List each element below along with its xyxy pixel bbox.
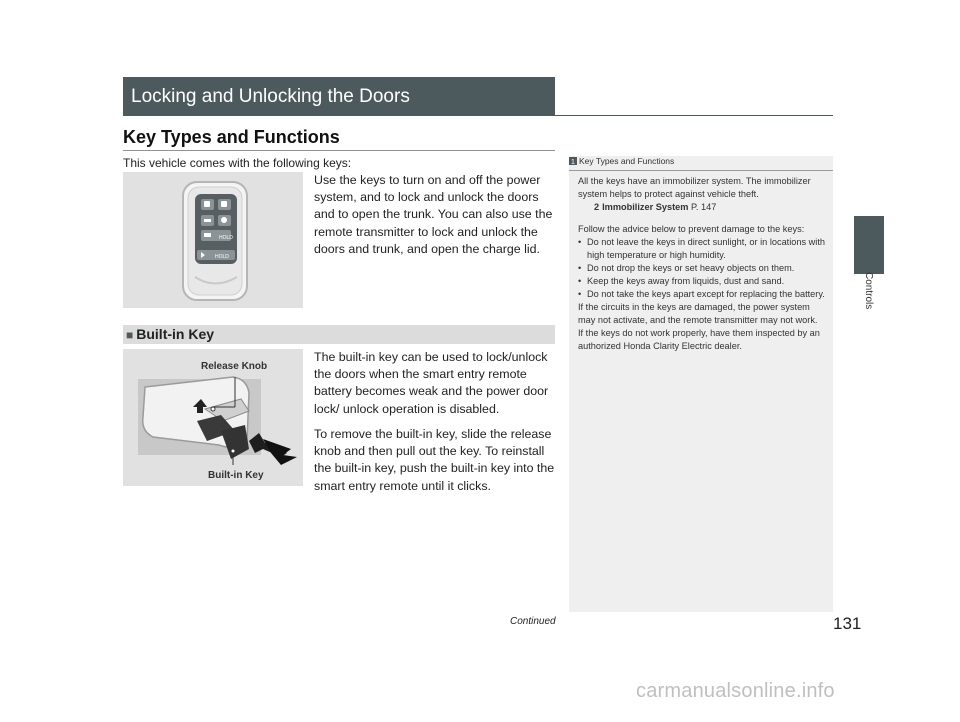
fob-hold-label-1: HOLD [219,235,233,241]
page-heading: Key Types and Functions [123,127,340,147]
chapter-tab-label[interactable]: Controls [863,272,874,310]
builtin-key-para-2: To remove the built-in key, slide the release knob and then pull out the key. To reinstall the built-in key, push the built-in key into the smart entry remote until it clicks. [314,427,555,493]
chapter-tab-label-wrap [862,272,876,342]
side-note-bullet: • Do not leave the keys in direct sunlight, or in locations with high temperature or high humidity. [578,236,828,262]
builtin-key-heading-text: Built-in Key [136,326,215,342]
section-title: Locking and Unlocking the Doors [123,77,555,116]
side-note-p2: Follow the advice below to prevent damage to the keys: [578,224,805,234]
heading-divider [123,150,555,151]
builtin-key-para-1: The built-in key can be used to lock/unlock the doors when the smart entry remote battery becomes weak and the power door lock/ unlock operation is disabled. [314,350,549,416]
builtin-key-illustration [123,349,303,486]
side-note-title: Key Types and Functions [579,156,675,166]
side-note-heading [569,156,674,166]
side-note-p1: All the keys have an immobilizer system. The immobilizer system helps to protect against vehicle theft. [578,176,811,199]
smart-key-icon [123,172,303,308]
page-number: 131 [833,614,862,633]
key-description: Use the keys to turn on and off the power system, and to lock and unlock the doors and to open the trunk. You can also use the remote transmitter to lock and unlock the doors and trunk, and open the charge lid. [314,173,553,256]
release-knob-callout: Release Knob [201,361,268,372]
intro-text: This vehicle comes with the following keys: [123,156,352,170]
side-note-body [578,175,828,353]
side-note-divider [569,170,833,171]
continued-label: Continued [510,616,556,627]
builtin-key-callout: Built-in Key [208,470,264,481]
chapter-tab[interactable] [854,216,884,274]
immobilizer-reference[interactable] [578,201,828,214]
reference-arrow-icon: 2 [594,202,600,212]
watermark: carmanualsonline.info [636,680,835,702]
section-divider [123,115,833,116]
side-note-bullet: • Do not take the keys apart except for replacing the battery. [578,288,828,301]
reference-label[interactable]: Immobilizer System [602,202,689,212]
square-bullet-icon: ■ [126,328,134,342]
reference-page: P. 147 [690,202,717,212]
svg-text:1: 1 [571,159,575,165]
fob-hold-label-2: HOLD [215,254,229,260]
side-note-bullet: • Do not drop the keys or set heavy objects on them. [578,262,828,275]
side-note-p3: If the circuits in the keys are damaged, the power system may not activate, and the remote transmitter may not work. [578,302,818,325]
builtin-key-heading [123,325,555,344]
note-marker-icon [569,157,577,165]
key-fob-illustration [123,172,303,308]
side-note-p4: If the keys do not work properly, have them inspected by an authorized Honda Clarity Electric dealer. [578,328,820,351]
side-note-bullet: • Keep the keys away from liquids, dust and sand. [578,275,828,288]
side-note-bullets [578,236,828,301]
